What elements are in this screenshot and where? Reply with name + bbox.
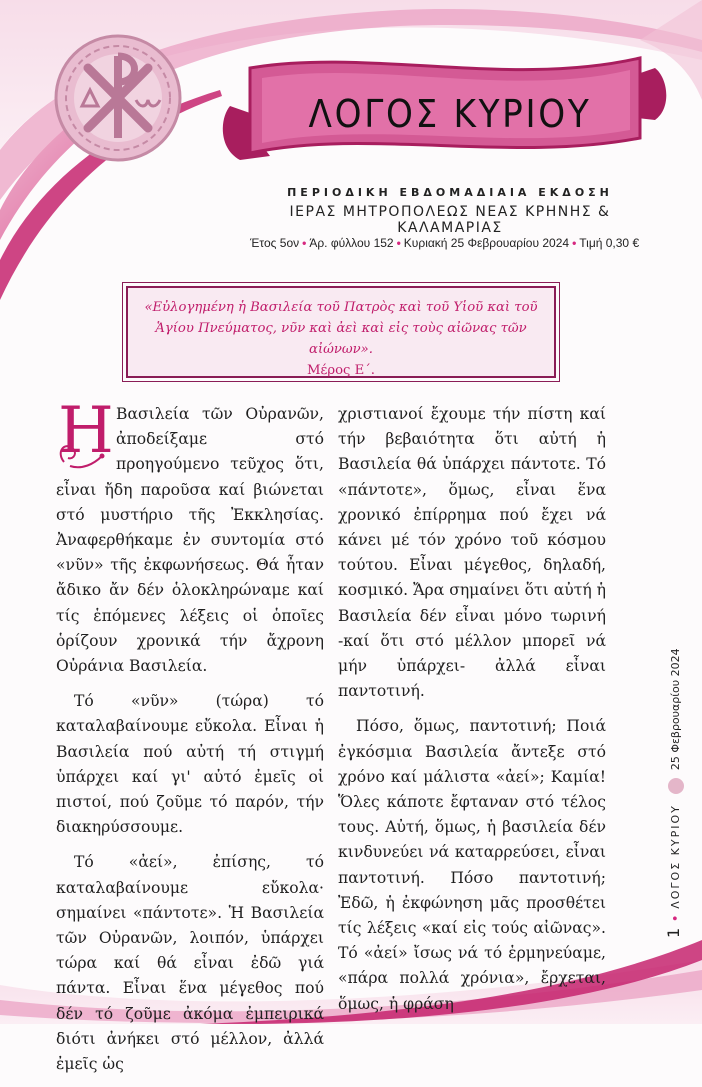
article-column-left [56, 394, 324, 1087]
paragraph-text: Βασιλεία τῶν Οὐρανῶν, ἀποδείξαμε στό προηγούμενο τεῦχος ὅτι, εἶναι ἤδη παροῦσα καί βιώνεται στό μυστήριο τῆς Ἐκκλησίας. Ἀναφερθήκαμε ἐν συντομία στό «νῦν» τῆς ἐκφωνήσεως. Θά ἦταν ἄδικο ἄν δέν ὁλοκληρώναμε καί τίς ἑπόμενες λέξεις οἱ ὁποῖες ὁρίζουν χρονικά τήν ἄχρονη Οὐράνια Βασιλεία. [56, 405, 324, 676]
bullet-icon: • [669, 914, 682, 922]
bullet-icon: • [302, 236, 307, 250]
drop-cap-letter: Η [58, 394, 114, 468]
chi-rho-emblem [48, 28, 188, 168]
page-number: 1 [664, 927, 683, 938]
article-paragraph: Πόσο, ὅμως, παντοτινή; Ποιά ἐγκόσμια Βασιλεία ἄντεξε στό χρόνο καί μάλιστα «ἀεί»; Καμία! Ὅλες κάποτε ἔφταναν στό τέλος τους. Αὐτή, ὅμως, ἡ βασιλεία δέν κινδυνεύει νά καταρρεύσει, εἶναι παντοτινή. Πόσο παντοτινή; Ἐδῶ, ἡ ἐκφώνηση μᾶς προσθέτει τίς λέξεις «καί εἰς τούς αἰῶνας». Τό «ἀεί» ἴσως νά τό ἑρμηνεύαμε, «πάρα πολλά χρόνια», ἔρχεται, ὅμως, ἡ φράση [338, 717, 606, 1013]
article-paragraph: χριστιανοί ἔχουμε τήν πίστη καί τήν βεβαιότητα ὅτι αὐτή ἡ Βασιλεία θά ὑπάρχει πάντοτε. Τό «πάντοτε», ὅμως, εἶναι ἕνα χρονικό ἐπίρρημα πού ἔχει νά κάνει μέ τόν χρόνο τοῦ κόσμου τούτου. Εἶναι μέγεθος, δηλαδή, κοσμικό. Ἄρα σημαίνει ὅτι αὐτή ἡ Βασιλεία δέν εἶναι μόνο τωρινή -καί ὅτι στό μέλλον μπορεῖ νά μήν ὑπάρχει- ἀλλά εἶναι παντοτινή. [338, 405, 606, 701]
article-paragraph [56, 394, 324, 679]
bullet-icon: • [396, 236, 401, 250]
issue-price: Τιμή 0,30 € [579, 236, 640, 250]
quote-text [128, 288, 554, 381]
footer-title: ΛΟΓΟΣ ΚΥΡΙΟΥ [669, 804, 682, 909]
page-footer [664, 648, 684, 938]
masthead-subtitle: ΠΕΡΙΟΔΙΚΗ ΕΒΔΟΜΑΔΙΑΙΑ ΕΚΔΟΣΗ [287, 186, 613, 199]
issue-number: Άρ. φύλλου 152 [309, 236, 394, 250]
article-paragraph: Τό «ἀεί», ἐπίσης, τό καταλαβαίνουμε εὔκολα· σημαίνει «πάντοτε». Ἡ Βασιλεία τῶν Οὐρανῶν, λοιπόν, ὑπάρχει τώρα καί θά εἶναι ἐδῶ γιά πάντα. Εἶναι ἕνα μέγεθος πού δέν τό ζοῦμε ἀκόμα ἐμπειρικά διότι ἀνήκει στό μέλλον, ἀλλά ἐμεῖς ὡς [56, 853, 324, 1074]
footer-date: 25 Φεβρουαρίου 2024 [669, 648, 682, 771]
article-paragraph: Τό «νῦν» (τώρα) τό καταλαβαίνουμε εὔκολα. Εἶναι ἡ Βασιλεία πού αὐτή τή στιγμή ὑπάρχει καί γι' αὐτό ἐμεῖς οἱ πιστοί, πού ζοῦμε τό παρόν, τήν διακηρύσσουμε. [56, 692, 324, 837]
quote-body: «Εὐλογημένη ἡ Βασιλεία τοῦ Πατρὸς καὶ τοῦ Υἱοῦ καὶ τοῦ Ἁγίου Πνεύματος, νῦν καὶ ἀεὶ καὶ εἰς τοὺς αἰῶνας τῶν αἰώνων». [144, 300, 538, 357]
issue-info [250, 236, 660, 250]
quote-box [126, 286, 556, 378]
masthead-title: ΛΟΓΟΣ ΚΥΡΙΟΥ [308, 92, 592, 136]
chi-rho-icon [668, 778, 684, 794]
drop-cap [56, 394, 114, 472]
issue-year: Έτος 5ον [250, 236, 300, 250]
bullet-icon: • [572, 236, 577, 250]
issue-date: Κυριακή 25 Φεβρουαρίου 2024 [403, 236, 570, 250]
quote-part: Μέρος Ε΄. [306, 363, 376, 378]
article-column-right [338, 402, 606, 1027]
masthead-publisher: ΙΕΡΑΣ ΜΗΤΡΟΠΟΛΕΩΣ ΝΕΑΣ ΚΡΗΝΗΣ & ΚΑΛΑΜΑΡΙΑΣ [289, 204, 611, 236]
